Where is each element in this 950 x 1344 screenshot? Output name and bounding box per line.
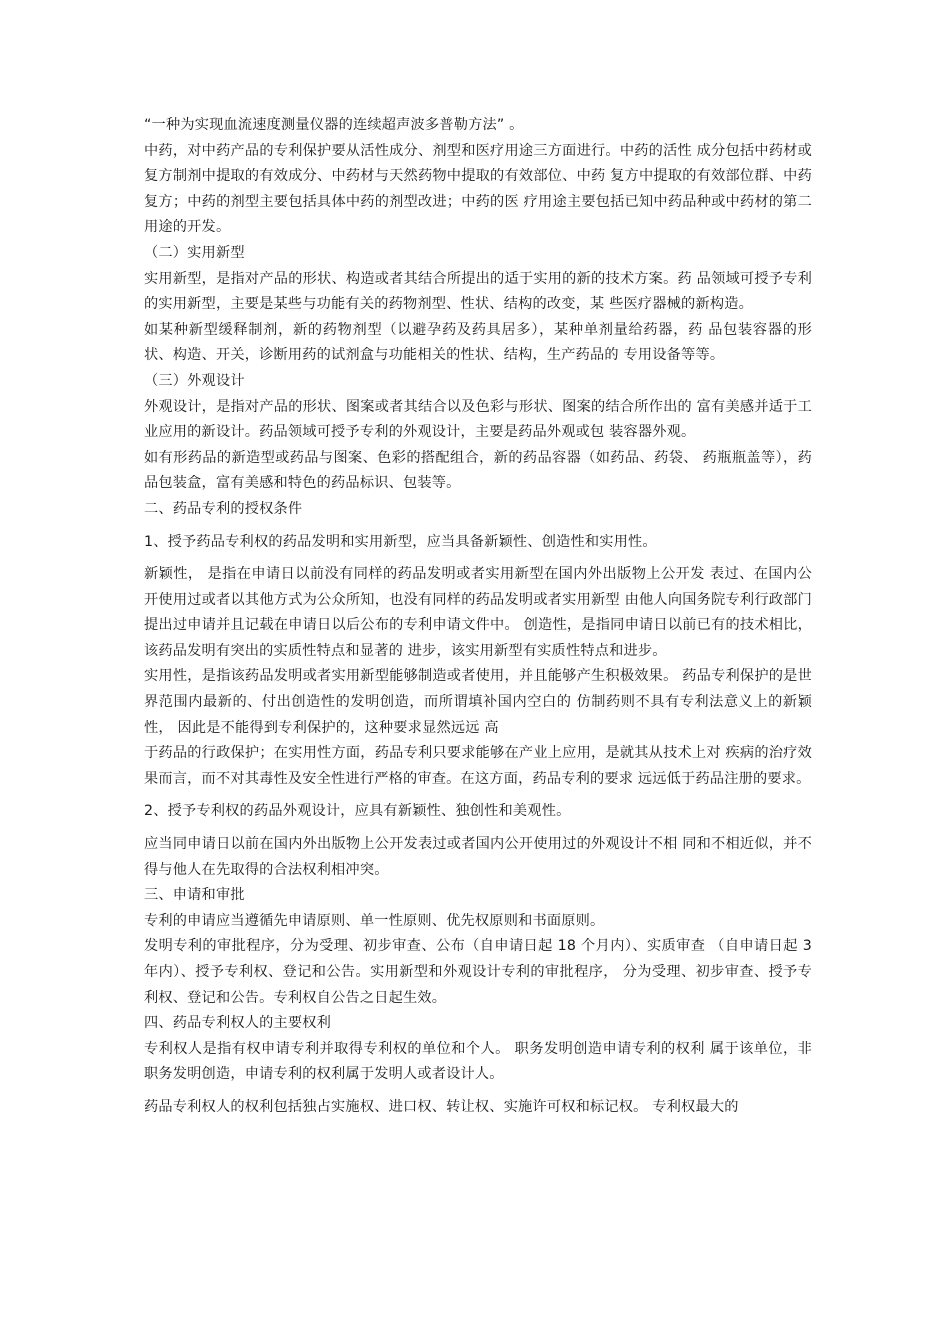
paragraph-utility-model-definition: 实用新型，是指对产品的形状、构造或者其结合所提出的适于实用的新的技术方案。药 品领域可授予专利的实用新型，主要是某些与功能有关的药物剂型、性状、结构的改变，某 些医疗器械的新构造。 xyxy=(144,270,812,313)
paragraph-practicality-continued: 于药品的行政保护；在实用性方面，药品专利只要求能够在产业上应用，是就其从技术上对 疾病的治疗效果而言，而不对其毒性及安全性进行严格的审查。在这方面，药品专利的要求 远远低于药品注册的要求。 xyxy=(144,745,812,787)
paragraph-patentee-definition: 专利权人是指有权申请专利并取得专利权的单位和个人。 职务发明创造申请专利的权利 属于该单位，非职务发明创造，申请专利的权利属于发明人或者设计人。 xyxy=(144,1040,812,1083)
heading-design: （三）外观设计 xyxy=(144,372,245,389)
paragraph-design-examples: 如有形药品的新造型或药品与图案、色彩的搭配组合，新的药品容器（如药品、药袋、 药瓶瓶盖等），药品包装盒，富有美感和特色的药品标识、包装等。 xyxy=(144,449,812,492)
paragraph-condition-2: 2、授予专利权的药品外观设计，应具有新颖性、独创性和美观性。 xyxy=(144,803,571,820)
paragraph-application-principles: 专利的申请应当遵循先申请原则、单一性原则、优先权原则和书面原则。 xyxy=(144,912,605,929)
paragraph-design-definition: 外观设计，是指对产品的形状、图案或者其结合以及色彩与形状、图案的结合所作出的 富有美感并适于工业应用的新设计。药品领域可授予专利的外观设计，主要是药品外观或包 装容器外观。 xyxy=(144,398,812,441)
paragraph-approval-procedure: 发明专利的审批程序，分为受理、初步审查、公布（自申请日起 18 个月内）、实质审查 （自申请日起 3 年内）、授予专利权、登记和公告。实用新型和外观设计专利的审批程序， 分为受理、初步审查、授予专利权、登记和公告。专利权自公告之日起生效。 xyxy=(144,938,812,1006)
paragraph-novelty: 新颖性， 是指在申请日以前没有同样的药品发明或者实用新型在国内外出版物上公开发 表过、在国内公开使用过或者以其他方式为公众所知，也没有同样的药品发明或者实用新型 由他人向国务院专利行政部门提出过申请并且记载在申请日以后公布的专利申请文件中。 创造性，是指同申请日以前已有的技术相比，该药品发明有突出的实质性特点和显著的 进步，该实用新型有实质性特点和进步。 xyxy=(144,566,812,659)
paragraph-condition-1: 1、授予药品专利权的药品发明和实用新型，应当具备新颖性、创造性和实用性。 xyxy=(144,533,657,550)
paragraph-utility-model-examples: 如某种新型缓释制剂，新的药物剂型（以避孕药及药具居多），某种单剂量给药器，药 品包装容器的形状、构造、开关，诊断用药的试剂盒与功能相关的性状、结构，生产药品的 专用设备等等。 xyxy=(144,321,812,364)
document-body xyxy=(144,113,812,1121)
paragraph-patentee-rights: 药品专利权人的权利包括独占实施权、进口权、转让权、实施许可权和标记权。 专利权最大的 xyxy=(144,1098,739,1115)
paragraph-practicality: 实用性，是指该药品发明或者实用新型能够制造或者使用，并且能够产生积极效果。 药品专利保护的是世界范围内最新的、付出创造性的发明创造，而所谓填补国内空白的 仿制药则不具有专利法意义上的新颖性， 因此是不能得到专利保护的，这种要求显然远远 高 xyxy=(144,668,812,736)
paragraph-tcm-protection: 中药，对中药产品的专利保护要从活性成分、剂型和医疗用途三方面进行。中药的活性 成分包括中药材或复方制剂中提取的有效成分、中药材与天然药物中提取的有效部位、中药 复方中提取的有效部位群、中药复方；中药的剂型主要包括具体中药的剂型改进；中药的医 疗用途主要包括已知中药品种或中药材的第二用途的开发。 xyxy=(144,142,812,236)
heading-application-approval: 三、申请和审批 xyxy=(144,887,245,904)
heading-patentee-rights: 四、药品专利权人的主要权利 xyxy=(144,1015,332,1032)
paragraph-quote-title: “一种为实现血流速度测量仪器的连续超声波多普勒方法” 。 xyxy=(144,117,524,133)
heading-grant-conditions: 二、药品专利的授权条件 xyxy=(144,500,303,517)
heading-utility-model: （二）实用新型 xyxy=(144,244,245,261)
paragraph-design-requirement: 应当同申请日以前在国内外出版物上公开发表过或者国内公开使用过的外观设计不相 同和不相近似，并不得与他人在先取得的合法权利相冲突。 xyxy=(144,836,812,878)
